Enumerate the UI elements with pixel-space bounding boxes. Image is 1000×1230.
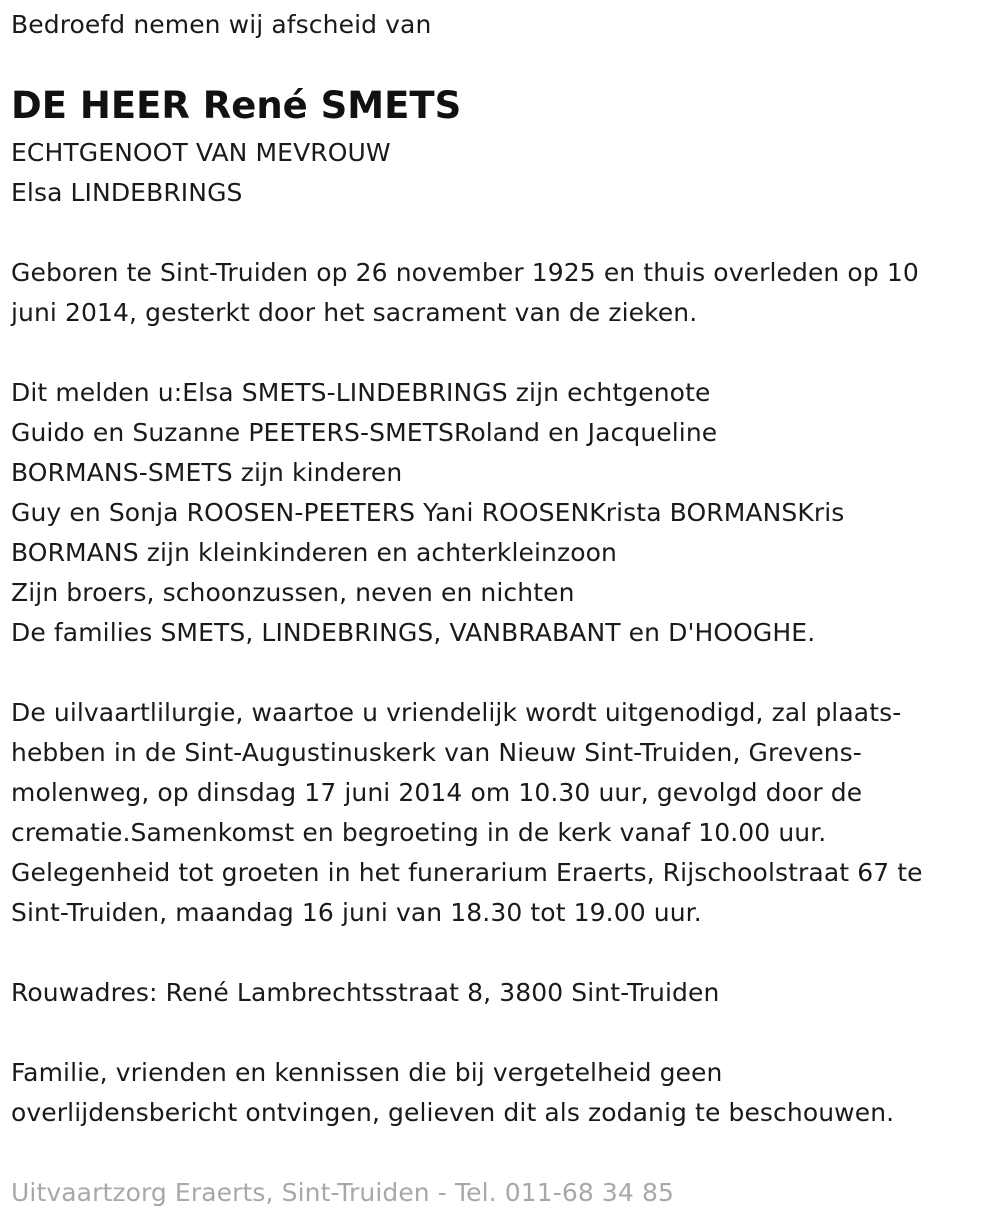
spouse-label: ECHTGENOOT VAN MEVROUW: [11, 138, 391, 167]
notice-line-2: overlijdensbericht ontvingen, gelieven dit als zodanig te beschouwen.: [11, 1098, 895, 1127]
spouse-name: Elsa LINDEBRINGS: [11, 178, 243, 207]
service-line-6: Sint-Truiden, maandag 16 juni van 18.30 tot 19.00 uur.: [11, 898, 702, 927]
family-line-7: De families SMETS, LINDEBRINGS, VANBRABANT en D'HOOGHE.: [11, 618, 816, 647]
service-line-2: hebben in de Sint-Augustinuskerk van Nieuw Sint-Truiden, Grevens-: [11, 738, 862, 767]
funeral-home-footer: Uitvaartzorg Eraerts, Sint-Truiden - Tel. 011-68 34 85: [11, 1178, 674, 1207]
mourning-address: Rouwadres: René Lambrechtsstraat 8, 3800 Sint-Truiden: [11, 978, 720, 1007]
family-line-3: BORMANS-SMETS zijn kinderen: [11, 458, 403, 487]
family-line-5: BORMANS zijn kleinkinderen en achterkleinzoon: [11, 538, 617, 567]
service-line-1: De uilvaartlilurgie, waartoe u vriendelijk wordt uitgenodigd, zal plaats-: [11, 698, 902, 727]
family-line-2: Guido en Suzanne PEETERS-SMETSRoland en Jacqueline: [11, 418, 718, 447]
notice-line-1: Familie, vrienden en kennissen die bij vergetelheid geen: [11, 1058, 723, 1087]
family-line-1: Dit melden u:Elsa SMETS-LINDEBRINGS zijn echtgenote: [11, 378, 711, 407]
birth-line-1: Geboren te Sint-Truiden op 26 november 1925 en thuis overleden op 10: [11, 258, 919, 287]
birth-line-2: juni 2014, gesterkt door het sacrament van de zieken.: [11, 298, 698, 327]
family-line-6: Zijn broers, schoonzussen, neven en nichten: [11, 578, 575, 607]
service-line-4: crematie.Samenkomst en begroeting in de kerk vanaf 10.00 uur.: [11, 818, 827, 847]
intro-text: Bedroefd nemen wij afscheid van: [11, 10, 432, 39]
service-line-5: Gelegenheid tot groeten in het funerarium Eraerts, Rijschoolstraat 67 te: [11, 858, 923, 887]
service-line-3: molenweg, op dinsdag 17 juni 2014 om 10.30 uur, gevolgd door de: [11, 778, 863, 807]
family-line-4: Guy en Sonja ROOSEN-PEETERS Yani ROOSENKrista BORMANSKris: [11, 498, 845, 527]
deceased-name: DE HEER René SMETS: [11, 84, 462, 127]
